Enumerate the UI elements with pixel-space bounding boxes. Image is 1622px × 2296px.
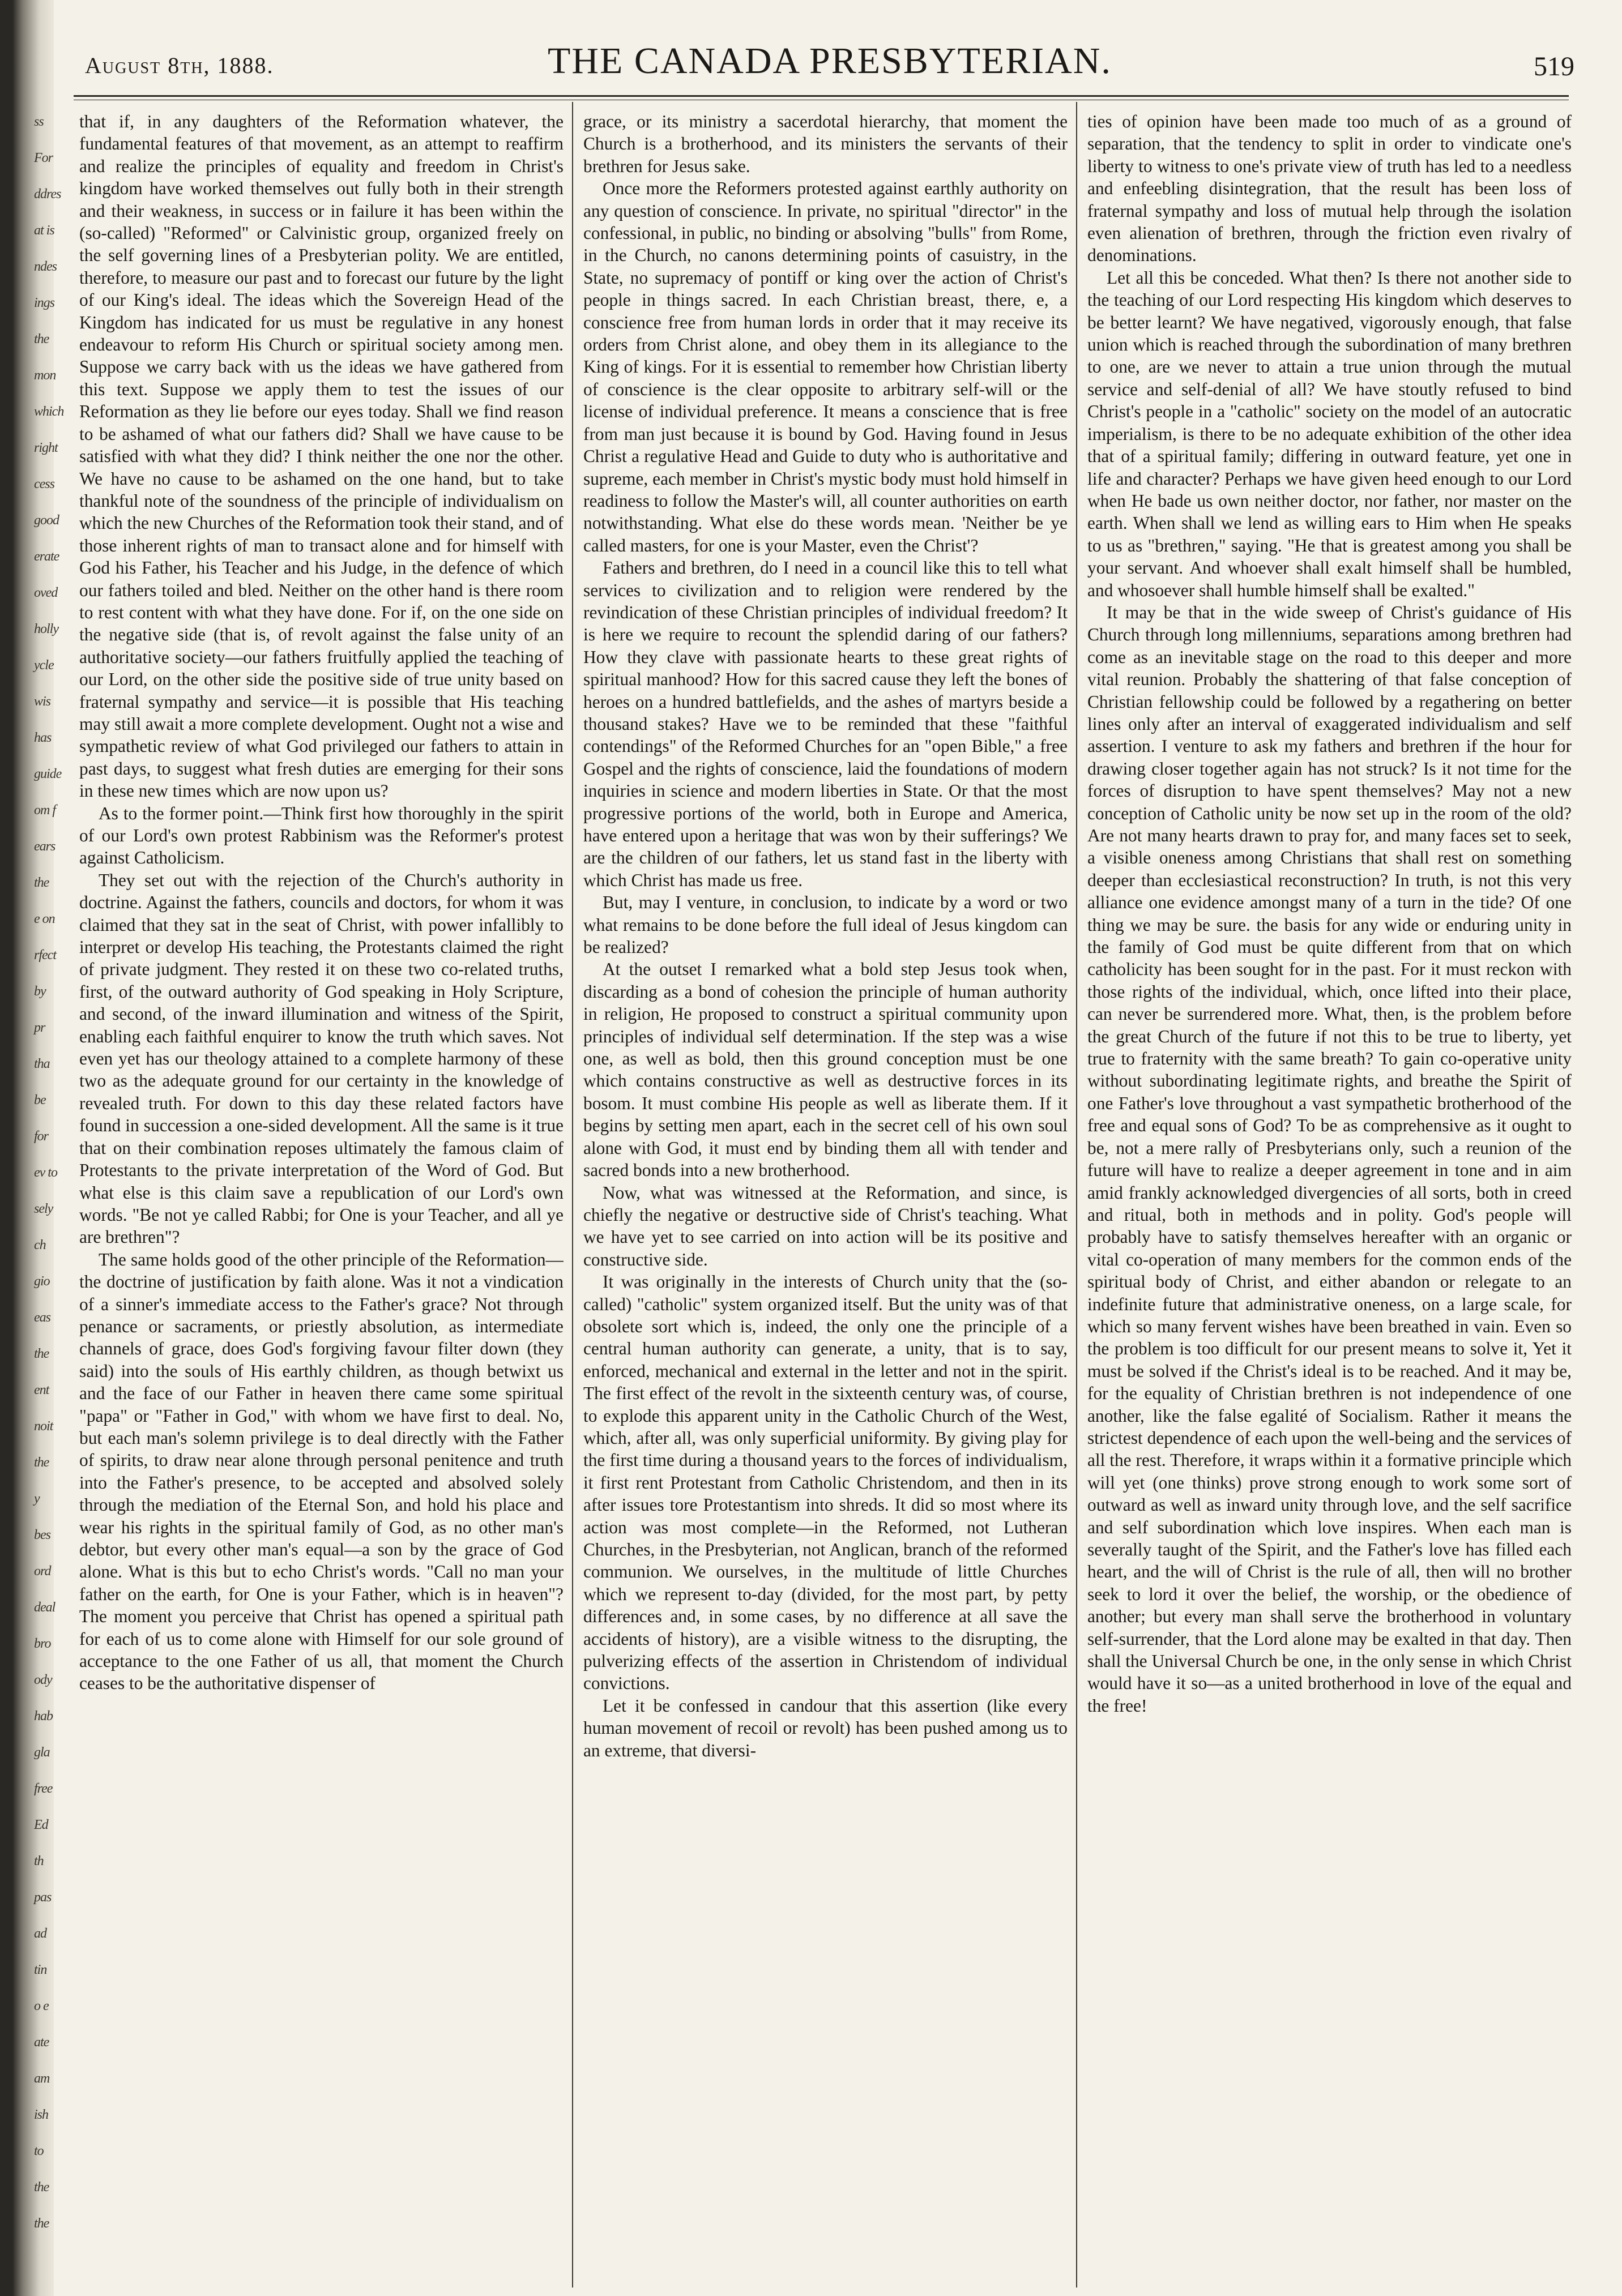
gutter-fragment: Ed — [34, 1818, 48, 1832]
gutter-fragment: For — [34, 151, 53, 165]
gutter-fragment: ad — [34, 1926, 46, 1941]
gutter-fragment: y — [34, 1491, 40, 1506]
article-column-1 — [79, 110, 564, 2288]
gutter-fragment: holly — [34, 622, 58, 636]
article-paragraph: ties of opinion have been made too much of as a ground of separation, that the tendency to split in order to vindicate one's liberty to witness to one's private view of truth has led to a needless and enfeebling disintegration, that the result has been loss of fraternal sympathy and loss of mutual help through the isolation even alienation of brethren, through the friction even rivalry of denominations. — [1087, 112, 1572, 266]
gutter-fragment: free — [34, 1781, 53, 1796]
article-paragraph: Now, what was witnessed at the Reformation, and since, is chiefly the negative or destructive side of Christ's teaching. What we have yet to see carried on into action will be its positive and constructive side. — [583, 1182, 1068, 1269]
article-paragraph: The same holds good of the other principle of the Reformation—the doctrine of justification by faith alone. Was it not a vindication of a sinner's immediate access to the Father's grace? Not through penance or sacraments, or priestly absolution, as intermediate channels of grace, does God's forgiving favour filter down (they said) into the souls of His earthly children, as though betwixt us and the face of our Father in heaven there came some spiritual "papa" or "Father in God," with whom we have first to deal. No, but each man's solemn privilege is to deal directly with the Father of spirits, to draw near alone through personal penitence and truth into the Father's presence, to be accepted and absolved solely through the mediation of the Eternal Son, and hold his place and wear his rights in the spiritual family of God, as no other man's debtor, but every other man's equal—a son by the grace of God alone. What is this but to echo Christ's words. "Call no man your father on the earth, for One is your Father, which is in heaven"? The moment you perceive that Christ has opened a spiritual path for each of us to come alone with Himself for our sole ground of acceptance to the one Father of us all, that moment the Church ceases to be the authoritative dispenser of — [79, 1249, 564, 1694]
article-paragraph: They set out with the rejection of the Church's authority in doctrine. Against the fathers, councils and doctors, for whom it was claimed that they sat in the seat of Christ, with power infallibly to interpret or develop His teaching, the Protestants claimed the right of private judgment. They rested it on these two co-related truths, first, of the outward authority of God speaking in Holy Scripture, and second, of the inward illumination and witness of the Spirit, enabling each faithful enquirer to know the truth which saves. Not even yet has our theology attained to a complete harmony of these two as the adequate ground for our certainty in the knowledge of revealed truth. For down to this day these related factors have found in succession a one-sided development. All the same is it true that on their combination reposes ultimately the famous claim of Protestants to the private interpretation of the Word of God. But what else is this claim save a republication of our Lord's own words. "Be not ye called Rabbi; for One is your Teacher, and all ye are brethren"? — [79, 870, 564, 1247]
gutter-fragment: ent — [34, 1383, 49, 1397]
gutter-fragment: be — [34, 1093, 46, 1108]
gutter-fragment: ddres — [34, 187, 61, 202]
article-column-2 — [583, 110, 1068, 2288]
gutter-fragment: ord — [34, 1564, 51, 1579]
gutter-fragment: hab — [34, 1709, 53, 1724]
gutter-fragment: oved — [34, 585, 58, 600]
gutter-fragment: deal — [34, 1600, 56, 1615]
gutter-fragment: noit — [34, 1419, 53, 1434]
article-paragraph: grace, or its ministry a sacerdotal hierarchy, that moment the Church is a brotherhood, and its ministers the servants of their brethren for Jesus sake. — [583, 112, 1068, 176]
article-paragraph: Let it be confessed in candour that this assertion (like every human movement of recoil or revolt) has been pushed among us to an extreme, that diversi- — [583, 1695, 1068, 1760]
gutter-fragment: wis — [34, 694, 51, 709]
article-paragraph: Let all this be conceded. What then? Is there not another side to the teaching of our Lord respecting His kingdom which deserves to be better learnt? We have negatived, vigorously enough, that false union which is reached through the subordination of many brethren to one, are we never to attain a true union through the mutual service and self-denial of all? We have stoutly refused to bind Christ's people in a "catholic" society on the model of an autocratic imperialism, is there to be no adequate exhibition of the other idea that of a spiritual family; differing in outward feature, yet one in life and character? Perhaps we have given heed enough to our Lord when He bade us own neither doctor, nor father, nor master on the earth. When shall we lend as willing ears to Him when He speaks to us as "brethren," saying. "He that is greatest among you shall be your servant. And whoever shall exalt himself shall be humbled, and whosoever shall humble himself shall be exalted." — [1087, 267, 1572, 600]
article-paragraph: It was originally in the interests of Church unity that the (so-called) "catholic" system organized itself. But the unity was of that obsolete sort which is, indeed, the only one the principle of a central human authority can generate, a unity, that is to say, enforced, mechanical and external in the letter and not in the spirit. The first effect of the revolt in the sixteenth century was, of course, to explode this apparent unity in the Catholic Church of the West, which, after all, was only superficial uniformity. By giving play for the first time during a thousand years to the forces of individualism, it first rent Protestant from Catholic Christendom, and then in its after issues tore Protestantism into shreds. It did so most where its action was most complete—in the Reformed, not Lutheran Churches, in the Presbyterian, not Anglican, branch of the reformed communion. We ourselves, in the multitude of little Churches which we represent to-day (divided, for the most part, by petty differences and, in some cases, by no difference at all save the accidents of history), are a visible witness to the disrupting, the pulverizing effects of the assertion in Christendom of individual convictions. — [583, 1272, 1068, 1694]
gutter-fragment: o e — [34, 1999, 49, 2013]
gutter-fragment: ate — [34, 2035, 49, 2050]
gutter-fragment: bro — [34, 1636, 51, 1651]
gutter-fragment: ings — [34, 296, 55, 310]
gutter-fragment: at is — [34, 223, 54, 238]
gutter-fragment: ndes — [34, 259, 57, 274]
issue-date: August 8th, 1888. — [85, 53, 274, 78]
gutter-fragment: om f — [34, 803, 56, 818]
newspaper-title: THE CANADA PRESBYTERIAN. — [548, 40, 1112, 82]
gutter-fragment: ears — [34, 839, 56, 854]
gutter-fragment: sely — [34, 1202, 53, 1216]
column-divider — [572, 102, 573, 2288]
gutter-fragment: the — [34, 875, 49, 890]
page-number: 519 — [1534, 52, 1574, 82]
gutter-fragment: ss — [34, 114, 44, 129]
gutter-fragment: gio — [34, 1274, 50, 1289]
header-rule — [74, 95, 1569, 97]
gutter-fragment: erate — [34, 549, 59, 564]
article-paragraph: that if, in any daughters of the Reformation whatever, the fundamental features of that movement, as an attempt to reaffirm and realize the principles of equality and freedom in Christ's kingdom have worked themselves out fully both in their strength and their weakness, in success or in failure it has been within the (so-called) "Reformed" or Calvinistic group, organized freely on the self governing lines of a Presbyterian polity. We are entitled, therefore, to measure our past and to forecast our future by the light of our King's ideal. The ideas which the Sovereign Head of the Kingdom has indicated for us must be regulative in any honest endeavour to reform His Church or spiritual society among men. Suppose we carry back with us the ideas we have gathered from this text. Suppose we apply them to test the issues of our Reformation as they lie before our eyes today. Shall we find reason to be ashamed of what our fathers did? Shall we have cause to be satisfied with what they did? I think neither the one nor the other. We have no cause to be ashamed on the one hand, but to take thankful note of the soundness of the principle of individualism on which the new Churches of the Reformation took their stand, and of those inherent rights of man to transact alone and for himself with God his Father, his Teacher and his Judge, in the defence of which our fathers toiled and bled. Neither on the other hand is there room to rest content with what they have done. For if, on the one side on the negative side (that is, of revolt against the false unity of an authoritative society—our fathers fruitfully applied the teaching of our Lord, on the other side the positive side of true unity based on fraternal sympathy and service—it is possible that His teaching may still await a more complete development. Ought not a wise and sympathetic review of what God privileged our fathers to attain in past days, to suggest what fresh duties are emerging for their sons in these new times which are now upon us? — [79, 112, 564, 801]
gutter-fragment: the — [34, 332, 49, 347]
gutter-fragment: cess — [34, 477, 54, 491]
gutter-fragment: ody — [34, 1673, 52, 1687]
gutter-fragment: gla — [34, 1745, 50, 1760]
gutter-fragment: guide — [34, 767, 62, 781]
gutter-fragment: has — [34, 730, 52, 745]
gutter-fragment: e on — [34, 912, 55, 926]
column-divider — [1076, 102, 1077, 2288]
gutter-fragment: pr — [34, 1020, 45, 1035]
gutter-fragment: which — [34, 404, 64, 419]
article-paragraph: It may be that in the wide sweep of Christ's guidance of His Church through long millenniums, separations among brethren had come as an inevitable stage on the road to this deeper and more vital reunion. Probably the shattering of that false conception of Christian fellowship could be followed by a regathering on better lines only after an interval of exaggerated individualism and self assertion. I venture to ask my fathers and brethren if the hour for drawing closer together again has not struck? Is it not time for the forces of disruption to have spent themselves? May not a new conception of Catholic unity be now set up in the room of the old? Are not many hearts drawn to pray for, and many faces set to seek, a visible oneness among Christians that shall rest on something deeper than ecclesiastical reconstruction? In truth, is not this very alliance one evidence amongst many of a turn in the tide? Of one thing we may be sure. the basis for any wide or enduring unity in the family of God must be quite different from that on which catholicity has been sought for in the past. For it must reckon with those rights of the individual, which, once lifted into their place, can never be surrendered more. What, then, is the problem before the great Church of the future if not this to be true to liberty, yet true to fraternity with the same breath? To gain co-operative unity without subordinating legitimate rights, and breathe the Spirit of one Father's love throughout a vast sympathetic brotherhood of the free and equal sons of God? To be as comprehensive as it ought to be, not a mere rally of Presbyterians only, such a reunion of the future will have to realize a deeper agreement in tone and in aim amid frankly acknowledged divergencies of all sorts, both in creed and ritual, both in methods and in polity. God's people will probably have to satisfy themselves hereafter with an organic or vital co-operation of many members for the common ends of the spiritual body of Christ, and either abandon or relegate to an indefinite future that administrative oneness, on a large scale, for which so many fervent wishes have been breathed in vain. Even so the problem is too difficult for our present means to solve it, Yet it must be solved if the Christ's ideal is to be reached. And it may be, for the equality of Christian brethren is not independence of one another, like the false egalité of Socialism. Rather it means the strictest dependence of each upon the well-being and the services of all the rest. Therefore, it wraps within it a formative principle which will yet (one thinks) prove strong enough to work some sort of outward as well as inward unity through love, and the self sacrifice and self subordination which love inspires. When each man is severally taught of the Spirit, and the Father's love has filled each heart, and the will of Christ is the rule of all, then will no brother seek to lord it over the belief, the worship, or the obedience of another; but every man shall serve the brotherhood in voluntary self-surrender, that the Lord alone may be exalted in that day. Then shall the Universal Church be one, in the only sense in which Christ would have it so—as a united brotherhood in love of the equal and the free! — [1087, 602, 1572, 1716]
gutter-fragment: rfect — [34, 948, 56, 963]
gutter-fragment: to — [34, 2144, 44, 2158]
gutter-fragment: the — [34, 2180, 49, 2195]
gutter-fragment: the — [34, 1455, 49, 1470]
gutter-fragment: bes — [34, 1528, 50, 1542]
gutter-fragment: ev to — [34, 1165, 57, 1180]
gutter-fragment: right — [34, 441, 58, 455]
gutter-fragment: by — [34, 984, 46, 999]
article-paragraph: As to the former point.—Think first how thoroughly in the spirit of our Lord's own protest Rabbinism was the Reformer's protest against Catholicism. — [79, 803, 564, 868]
article-paragraph: At the outset I remarked what a bold step Jesus took when, discarding as a bond of cohesion the principle of human authority in religion, He proposed to construct a spiritual community upon principles of individual self determination. If the step was a wise one, as well as bold, then this ground conception must be one which contains constructive as well as destructive forces in its bosom. It must combine His people as well as liberate them. If it begins by setting men apart, each in the secret cell of his own soul alone with God, it must end by binding them all with tender and sacred bonds into a new brotherhood. — [583, 959, 1068, 1181]
gutter-fragment: eas — [34, 1310, 50, 1325]
gutter-fragment: tha — [34, 1057, 50, 1071]
gutter-fragment: the — [34, 2216, 49, 2231]
gutter-fragment: ch — [34, 1238, 46, 1252]
article-column-3 — [1087, 110, 1572, 2288]
gutter-fragment: am — [34, 2071, 50, 2086]
gutter-fragment: ycle — [34, 658, 54, 673]
gutter-fragment: th — [34, 1854, 44, 1869]
gutter-fragment: for — [34, 1129, 49, 1144]
masthead — [85, 28, 1574, 91]
gutter-fragment: good — [34, 513, 59, 528]
article-paragraph: But, may I venture, in conclusion, to indicate by a word or two what remains to be done before the full ideal of Jesus kingdom can be realized? — [583, 892, 1068, 957]
article-paragraph: Once more the Reformers protested against earthly authority on any question of conscience. In private, no spiritual "director" in the confessional, in public, no binding or absolving "bulls" from Rome, in the Church, no canons determining points of casuistry, in the State, no supremacy of pontiff or king over the action of Christ's people in things sacred. In each Christian breast, there, e, a conscience free from human lords in order that it may receive its orders from Christ alone, and obey them in its allegiance to the King of kings. For it is essential to remember how Christian liberty of conscience is the clear opposite to arbitrary self-will or the license of individual preference. It means a conscience that is free from man just because it is bound by God. Having found in Jesus Christ a regulative Head and Guide to duty who is authoritative and supreme, each member in Christ's mystic body must hold himself in readiness to follow the Master's will, all counter authorities on earth notwithstanding. What else do these words mean. 'Neither be ye called masters, for one is your Master, even the Christ'? — [583, 178, 1068, 555]
gutter-fragment: pas — [34, 1890, 52, 1905]
gutter-fragment: the — [34, 1346, 49, 1361]
gutter-fragment: tin — [34, 1962, 47, 1977]
gutter-fragment: ish — [34, 2107, 49, 2122]
article-paragraph: Fathers and brethren, do I need in a council like this to tell what services to civilization and to religion were rendered by the revindication of these Christian principles of individual freedom? It is here we require to recount the splendid daring of our fathers? How they clave with passionate hearts to these great rights of spiritual manhood? How for this sacred cause they left the bones of heroes on a hundred battlefields, and the ashes of martyrs beside a thousand stakes? Have we to be reminded that these "faithful contendings" of the Reformed Churches for an "open Bible," a free Gospel and the rights of conscience, laid the foundations of modern inquiries in science and modern liberties in State. Or that the most progressive portions of the world, both in Europe and America, have entered upon a heritage that was won by their sufferings? We are the children of our fathers, let us stand fast in the liberty with which Christ has made us free. — [583, 558, 1068, 890]
gutter-fragment: mon — [34, 368, 56, 383]
